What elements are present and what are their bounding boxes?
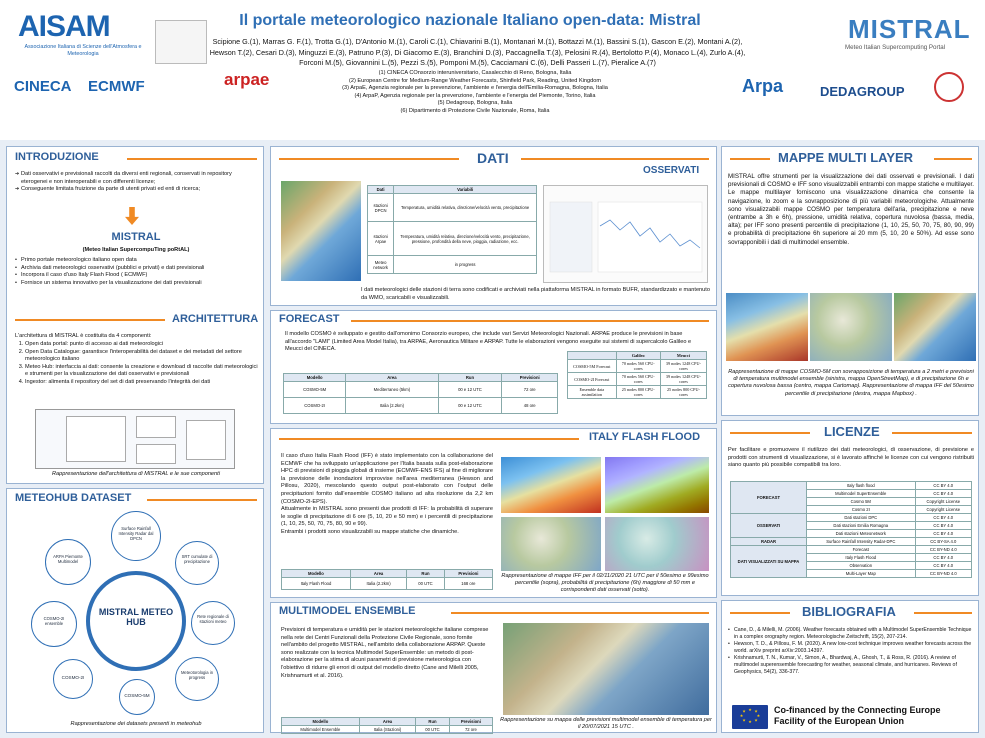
table-header: Meucci	[660, 352, 706, 360]
meteohub-heading: METEOHUB DATASET	[15, 492, 132, 504]
iff-table	[281, 569, 493, 590]
intro-bullets	[15, 171, 259, 194]
svg-text:★: ★	[739, 713, 744, 718]
iff-paragraph: Attualmente in MISTRAL sono presenti due prodotti di IFF: la probabilità di superare le soglie di precipitazione di 6 ore (5, 10, 20 e 50 mm) e i percentili di precipitazione (1, 10, 25, 50, 70, 75, 80, 90 e 99).	[281, 506, 493, 528]
meteohub-node: COSMO-5M	[119, 679, 155, 715]
heading-rule	[351, 320, 709, 322]
table-cell: Copyright License	[915, 506, 971, 514]
forecast-text: Il modello COSMO è sviluppato e gestito dall'omonimo Consorzio europeo, che include vari Servizi Meteorologici Nazionali. ARPAE produce le previsioni in base all'accordo "LAMI" (Limited Area Model Italia), tra ARPAE, Aeronautica Militare e ARPAP. Tutte le elaborazioni vengono eseguite sui sistemi di supercalcolo Galileo e Meucci del CINECA.	[285, 331, 692, 353]
table-cell: Ensemble data assimilation	[568, 386, 617, 399]
table-cell: 39 nodes 1248 CPU-cores	[660, 360, 706, 373]
table-header: Area	[346, 374, 438, 382]
table-header: Previsioni	[502, 374, 558, 382]
license-table	[730, 481, 972, 578]
table-cell: stazioni DPCN	[368, 194, 394, 222]
table-cell: 25 nodes 800 CPU-cores	[616, 386, 660, 399]
table-header: Previsioni	[444, 570, 492, 578]
table-header: Area	[359, 718, 415, 726]
meteohub-node: Surface Rainfall Intensity Radar dal DPCN	[111, 511, 161, 561]
compute-table	[567, 351, 707, 399]
meteohub-caption: Rappresentazione dei datasets presenti in meteohub	[70, 721, 202, 727]
meteohub-panel	[6, 488, 264, 733]
iff-paragraph: Il caso d'uso Italia Flash Flood (IFF) è stato implementato con la collaborazione del ECMWF che ha sviluppato un'applicazione per l'Italia basata sulla post-elaborazione HPC di previsioni di pioggia globali di insieme (ECMWF-ENS IFS) al fine di migliorare la previsione delle inondazioni improvvise nell'area mediterranea (Hewson and Pillosu, 2020), mescolando questo output post-elaborato con l'output delle precipitazioni fornito dall'ensemble COSMO italiano ad alta risoluzione da 2,2 km (COSMO-2I-EPS).	[281, 453, 493, 505]
table-cell: 72 ore	[449, 726, 492, 734]
svg-text:★: ★	[748, 719, 752, 724]
reference-item: • Hewson, T. D., & Pillosu, F. M. (2020). A new low-cost technique improves weather forecasts across the world. arXiv preprint arXiv:2003.14397.	[728, 641, 974, 655]
mappe-text: MISTRAL offre strumenti per la visualizzazione dei dati osservati e previsionali. I dati previsionali di COSMO e IFF sono visualizzabili entrambi con mappe statiche e multilayer. Le mappe multilayer forniscono una visualizzazione dinamica che consente la navigazione, lo zoom e la sovrapposizione di più variabili meteorologiche. Attualmente sono visualizzabili mappe COSMO per temperatura dell'aria, precipitazione e neve (entrambe a 3h e 6h), pressione, umidità relativa, copertura nuvolosa (bassa, media, alta); per IFF sono presenti percentile di precipitazione (1, 10, 25, 50, 70, 75, 80, 90, 99) e probabilità di precipitazione 6h superiore ai 20 mm (5, 10, 20 e 50%). Ad esse sono sovrapponibili i dati di multimodel ensemble.	[728, 173, 974, 246]
table-cell: Temperatura, umidità relativa, direzione/velocità vento, precipitazione, pressione, profondità della neve, pioggia, radiazione, ecc.	[394, 222, 537, 256]
eu-stars-icon	[732, 705, 768, 729]
reference-list	[728, 627, 974, 676]
heading-rule	[279, 158, 459, 160]
eu-flag-icon	[732, 705, 768, 729]
aisam-subtitle: Associazione Italiana di Scienze dell'Atmosfera e Meteorologia	[24, 44, 142, 57]
forecast-heading: FORECAST	[279, 313, 340, 325]
heading-rule	[730, 432, 810, 434]
iff-heading: ITALY FLASH FLOOD	[589, 431, 701, 443]
table-cell: Italy Flash Flood	[807, 554, 916, 562]
table-header: Previsioni	[449, 718, 492, 726]
stations-map	[281, 181, 361, 281]
aisam-logo: AISAM	[18, 10, 110, 43]
multimodel-map	[503, 623, 709, 715]
architettura-caption: Rappresentazione dell'architettura di MISTRAL e le sue componenti	[52, 471, 220, 477]
multimodel-text: Previsioni di temperatura e umidità per le stazioni meteorologiche italiane comprese nella rete dei Centri Funzionali della Protezione Civile Regionale, sono fornite nell'ambito del progetto MISTRAL, nell'ambito della collaborazione ARPAP. Queste sono realizzate con la tecnica Multimodel SuperEnsemble: un metodo di post-elaborazione per la stima di alcuni parametri di previsione meteorologica con l'obiettivo di ridurre gli errori di output del modello diretto (Cane and Milelli 2005, Krishnamurti et al. 2016).	[281, 627, 489, 679]
table-cell: CC BY-ND 4.0	[915, 570, 971, 578]
observed-table	[367, 185, 537, 274]
table-header	[568, 352, 617, 360]
meteohub-center-label: MISTRAL METEO HUB	[98, 607, 174, 627]
mistral-subtitle: Meteo Italian Supercomputing Portal	[845, 44, 946, 51]
table-header: Modello	[282, 570, 351, 578]
table-cell: 00 e 12 UTC	[438, 382, 502, 398]
iff-map	[501, 517, 601, 571]
heading-rule	[934, 158, 972, 160]
table-cell: CC BY 4.0	[915, 514, 971, 522]
heading-rule	[127, 158, 257, 160]
table-cell: stazioni Arpae	[368, 222, 394, 256]
timeseries-screenshot	[543, 185, 708, 283]
dedagroup-logo: DEDAGROUP	[820, 84, 905, 99]
bullet-item: ➔ Conseguente limitata fruizione da parte di utenti privati ed enti di ricerca;	[15, 186, 259, 194]
table-cell: COSMO-2I Forecast	[568, 373, 617, 386]
table-cell: 25 nodes 800 CPU-cores	[660, 386, 706, 399]
bullet-item: • Fornisce un sistema innovativo per la visualizzazione dei dati previsionali	[15, 280, 259, 288]
list-item: 2. Open Data Catalogue: garantisce l'interoperabilità dei dataset e dei metadati del settore meteorologico italiano	[25, 349, 259, 364]
svg-text:★: ★	[748, 707, 752, 712]
affiliation: (2) European Centre for Medium-Range Weather Forecasts, Shinfield Park, Reading, United Kingdom	[348, 77, 602, 84]
poster-title: Il portale meteorologico nazionale Italiano open-data: Mistral	[239, 12, 701, 29]
diagram-box	[66, 416, 126, 462]
table-cell: CC BY 4.0	[915, 490, 971, 498]
table-cell: Copyright License	[915, 498, 971, 506]
bibliografia-panel	[721, 600, 979, 733]
cineca-logo: CINECA	[14, 78, 72, 95]
licenze-text: Per facilitare e promuovere il riutilizzo dei dati meteorologici, di osservazione, di previsione e prodotti con strumenti di visualizzazione, si è lavorato affinché le licenze con cui vengono ristribuiti siano quanto più possibile compatibili tra loro.	[728, 447, 974, 469]
table-cell: Multimodel SuperEnsemble	[807, 490, 916, 498]
multilayer-map	[726, 293, 808, 361]
heading-rule	[15, 319, 165, 321]
diagram-box	[136, 444, 176, 464]
affiliation: (4) ArpaP, Agenzia regionale per la prevenzione, l'ambiente e l'energia del Piemonte, Torino, Italia	[354, 92, 596, 99]
table-cell: CC BY 4.0	[915, 482, 971, 490]
table-cell: 70 nodes 560 CPU-cores	[616, 373, 660, 386]
table-cell: Italia (2.2km)	[350, 578, 406, 590]
reference-item: • Krishnamurti, T. N., Kumar, V., Simon, A., Bhardwaj, A., Ghosh, T., & Ross, R. (2016). A review of multimodel superensemble forecasting for weather, seasonal climate, and hurricanes. Reviews of Geophysics, 54(2), 336-377.	[728, 655, 974, 676]
meteohub-node: COSMO-2I	[53, 659, 93, 699]
bullet-item: • Archivia dati meteorologici osservativi (pubblici e privati) e dati previsionali	[15, 265, 259, 273]
dati-panel	[270, 146, 717, 306]
table-cell: CC BY 4.0	[915, 522, 971, 530]
reference-item: • Cane, D., & Milelli, M. (2006). Weather forecasts obtained with a Multimodel SuperEnsemble Technique in a complex orography region. Meteorologische Zeitschrift, 15(2), 207-214.	[728, 627, 974, 641]
bullet-item: • Incorpora il caso d'uso Italy Flash Flood ( ECMWF)	[15, 272, 259, 280]
table-cell: 168 ore	[444, 578, 492, 590]
affiliation: (5) Dedagroup, Bologna, Italia	[437, 100, 513, 107]
table-cell: COSMO-5M	[284, 382, 346, 398]
svg-text:★: ★	[756, 713, 761, 718]
table-cell: 48 ore	[502, 398, 558, 414]
heading-rule	[147, 499, 257, 501]
heading-rule	[521, 158, 709, 160]
table-cell: Temperatura, umidità relativa, direzione/velocità vento, precipitazione	[394, 194, 537, 222]
table-cell: CC BY 4.0	[915, 562, 971, 570]
heading-rule	[730, 158, 770, 160]
svg-text:★: ★	[742, 717, 746, 723]
meteohub-node: SRT cumulate di precipitazione	[175, 541, 219, 585]
table-header: Run	[416, 718, 450, 726]
table-cell: Italy flash flood	[807, 482, 916, 490]
eu-funding-text: Co-financed by the Connecting Europe Facility of the European Union	[774, 705, 941, 726]
affiliation: (6) Dipartimento di Protezione Civile Nazionale, Roma, Italia	[400, 107, 550, 114]
svg-text:★: ★	[742, 708, 746, 714]
dati-text: I dati meteorologici delle stazioni di terra sono codificati e archiviati nella piattaforma MISTRAL in formato BUFR, standardizzato e mantenuto da WMO, scaricabili e visualizzabili.	[361, 287, 710, 301]
table-cell: 39 nodes 1248 CPU-cores	[660, 373, 706, 386]
down-arrow-icon	[125, 207, 139, 225]
license-group: DATI VISUALIZZATI SU MAPPA	[731, 546, 807, 578]
iff-paragraph: Entrambi i prodotti sono visualizzabili su mappe statiche che dinamiche.	[281, 528, 459, 535]
table-cell: Mediterraneo (5km)	[346, 382, 438, 398]
heading-rule	[892, 432, 972, 434]
table-cell: Forecast	[807, 546, 916, 554]
licenze-panel	[721, 420, 979, 596]
ecmwf-logo: ECMWF	[88, 78, 145, 95]
author-list: Scipione G.(1), Marras G. F.(1), Trotta G.(1), D'Antonio M.(1), Caroli C.(1), Chiavarini B.(1), Montanari M.(1), Bottazzi M.(1), Bassini S.(1), Gascon E.(2), Montani A.(2), Hewson T.(2), Cesari D.(3), Minguzzi E.(3), Patruno P.(3), Di Giacomo E.(3), Branchini D.(3), Paccagnella T.(3), Pelosini R.(4), Bertolotto P.(4), Monaco L.(4), Zurlo A.(4), Forconi M.(5), Giovannini L.(5), Pezzi S.(5), Pomponi M.(5), Cacciamani C.(6), Delli Passeri L.(7), Pieralice A.(7)	[209, 37, 746, 68]
table-cell: Cosmo 2I	[807, 506, 916, 514]
forecast-panel	[270, 310, 717, 424]
table-header: Galileo	[616, 352, 660, 360]
multimodel-caption: Rappresentazione su mappa delle previsioni multimodel ensemble di temperatura per il 20/07/2021 15 UTC .	[500, 717, 712, 731]
iff-map	[501, 457, 601, 513]
table-header: Modello	[284, 374, 346, 382]
multilayer-map	[894, 293, 976, 361]
iff-text	[281, 453, 493, 537]
arpae-logo: arpae	[224, 70, 270, 89]
table-cell: 00 UTC	[407, 578, 444, 590]
iff-map	[605, 457, 709, 513]
mappe-heading: MAPPE MULTI LAYER	[778, 150, 914, 165]
licenze-heading: LICENZE	[824, 424, 880, 439]
table-cell: 70 nodes 560 CPU-cores	[616, 360, 660, 373]
piemonte-logo	[934, 72, 964, 102]
multimodel-panel	[270, 602, 717, 733]
dpc-logo	[155, 20, 207, 64]
table-cell: Multi-Layer Map	[807, 570, 916, 578]
table-cell: Italy Flash Flood	[282, 578, 351, 590]
affiliation: (1) CINECA COnsorzio interuniversitario, Casalecchio di Reno, Bologna, Italia	[378, 70, 572, 76]
list-item: 1. Open data portal: punto di accesso ai dati meteorologici	[25, 341, 259, 349]
architettura-heading: ARCHITETTURA	[172, 313, 259, 325]
intro-panel	[6, 146, 264, 484]
mistral-logo: MISTRAL	[848, 14, 971, 44]
list-item: 3. Meteo Hub: interfaccia ai dati: consente la creazione e download di raccolte dati meteorologici e strumenti per la visualizzazione dei dati osservativi e previsionali	[25, 364, 259, 379]
table-cell: 00 e 12 UTC	[438, 398, 502, 414]
bullet-item: ➔ Dati osservativi e previsionali raccolti da diversi enti regionali, conservati in repository eterogenei e non interoperabili e con differenti licenze;	[15, 171, 259, 186]
license-group: FORECAST	[731, 482, 807, 514]
table-cell: 00 UTC	[416, 726, 450, 734]
meteohub-node: Rete regionale di stazioni meteo	[191, 601, 235, 645]
svg-text:★: ★	[754, 708, 758, 714]
mistral-heading: MISTRAL	[111, 231, 161, 243]
svg-text:★: ★	[754, 717, 758, 723]
heading-rule	[451, 612, 709, 614]
table-header: Run	[438, 374, 502, 382]
table-cell: Multimodel Ensemble	[282, 726, 360, 734]
diagram-box	[186, 420, 226, 460]
arpa-logo: Arpa	[742, 76, 784, 96]
table-cell: in progress	[394, 256, 537, 274]
bullet-item: • Primo portale meteorologico italiano open data	[15, 257, 259, 265]
meteohub-node: Meteotorologia in progress	[175, 657, 219, 701]
iff-map	[605, 517, 709, 571]
table-cell: CC BY 4.0	[915, 530, 971, 538]
affiliation: (3) ArpaE, Agenzia regionale per la prevenzione, l'ambiente e l'energia dell'Emilia-Romagna, Bologna, Italia	[342, 85, 608, 92]
mappe-caption: Rappresentazione di mappe COSMO-5M con sovrapposizione di temperatura a 2 metri e previsioni di temperatura multimodel ensemble (sinistra, mappa OpenStreetMap), e di precipitazione 6h e copertura nuvolosa bassa (centro, mappa Cartomap). Rappresentazione di mappa IFF del 50esimo percentile di precipitazione (destra, mappa Mapbox) .	[728, 369, 974, 397]
multilayer-map	[810, 293, 892, 361]
intro-heading: INTRODUZIONE	[15, 151, 99, 163]
table-cell: 72 ore	[502, 382, 558, 398]
table-cell: CC BY-SA 4.0	[915, 538, 971, 546]
multimodel-heading: MULTIMODEL ENSEMBLE	[279, 605, 416, 617]
architecture-diagram	[35, 409, 235, 469]
list-item: 4. Ingestor: alimenta il repository del set di dati preservando l'integrità dei dati	[25, 379, 259, 387]
forecast-table	[283, 373, 558, 414]
table-header: Variabili	[394, 186, 537, 194]
mappe-panel	[721, 146, 979, 416]
affiliation-list	[265, 70, 685, 116]
architettura-list	[25, 341, 259, 387]
diagram-box	[136, 416, 176, 438]
table-cell: CC BY 4.0	[915, 554, 971, 562]
table-cell: Cosmo 5M	[807, 498, 916, 506]
table-cell: Italia (2.2km)	[346, 398, 438, 414]
mistral-bullets	[15, 257, 259, 287]
timeseries-plot	[544, 186, 709, 284]
mistral-acronym: (Meteo Italian SupercompuTing poRtAL)	[82, 247, 190, 253]
table-cell: Italia (Stazioni)	[359, 726, 415, 734]
table-cell: Dati stazioni DPC	[807, 514, 916, 522]
dati-heading: DATI	[477, 150, 509, 166]
heading-rule	[279, 438, 579, 440]
table-cell: COSMO-2I	[284, 398, 346, 414]
table-cell: Dati stazioni Meteonetwork	[807, 530, 916, 538]
table-header: Dati	[368, 186, 394, 194]
table-cell: Surface Rainfall Intensity Radar-DPC	[807, 538, 916, 546]
iff-caption: Rappresentazione di mappe IFF per il 02/11/2020 21 UTC per il 50esimo e 99esimo percentile (sopra), probabilità di precipitazione (6h) maggiore di 50 mm e corrispondenti dati osservati (sotto).	[501, 573, 709, 594]
table-cell: COSMO-5M Forecast	[568, 360, 617, 373]
multimodel-table	[281, 717, 493, 734]
table-cell: Meteo network	[368, 256, 394, 274]
architettura-intro: L'architettura di MISTRAL è costituita da 4 componenti:	[15, 333, 152, 339]
table-header: Run	[407, 570, 444, 578]
bibliografia-heading: BIBLIOGRAFIA	[802, 604, 896, 619]
table-header: Modello	[282, 718, 360, 726]
iff-panel	[270, 428, 717, 598]
heading-rule	[914, 612, 972, 614]
table-cell: Observation	[807, 562, 916, 570]
license-group: OSSERVATI	[731, 514, 807, 538]
meteohub-node: ARPA Piemonte Multimodel	[45, 539, 91, 585]
meteohub-node: COSMO-2I ensemble	[31, 601, 77, 647]
table-cell: CC BY-ND 4.0	[915, 546, 971, 554]
license-group: RADAR	[731, 538, 807, 546]
table-cell: Dati stazioni Emilia Romagna	[807, 522, 916, 530]
table-header: Area	[350, 570, 406, 578]
heading-rule	[730, 612, 790, 614]
osservati-heading: OSSERVATI	[643, 165, 700, 176]
